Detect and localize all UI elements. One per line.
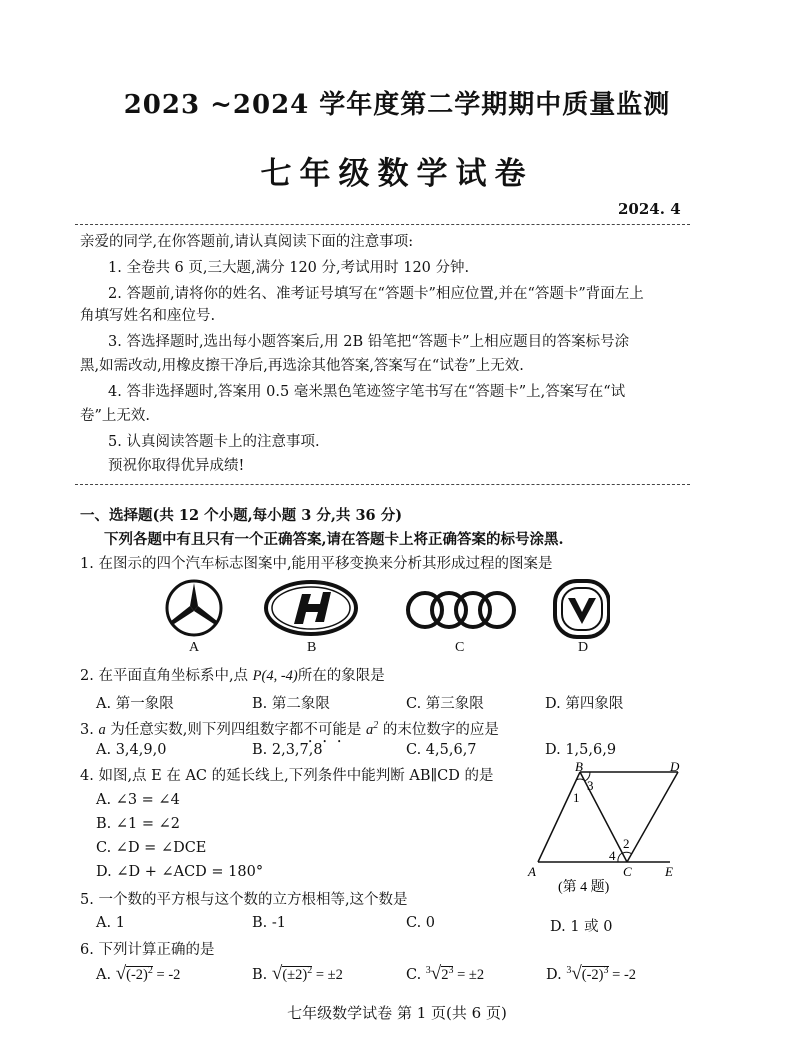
segment-dc — [627, 772, 678, 862]
q6-b-rhs: = ±2 — [312, 967, 343, 983]
q3-option-d: D. 1,5,6,9 — [545, 742, 617, 758]
q1-label-a: A — [189, 640, 200, 655]
q2-stem-a: 2. 在平面直角坐标系中,点 — [80, 668, 253, 684]
notice-item-2: 2. 答题前,请将你的姓名、准考证号填写在“答题卡”相应位置,并在“答题卡”背面左上 — [108, 286, 644, 302]
q6-c-radicand — [441, 966, 453, 983]
q5-option-a: A. 1 — [96, 915, 125, 931]
notice-item-3: 3. 答选择题时,选出每小题答案后,用 2B 铅笔把“答题卡”上相应题目的答案标号涂 — [108, 334, 630, 350]
point-label-c: C — [623, 864, 632, 879]
q3-var-2: a — [366, 721, 374, 738]
q2-point: P(4, -4) — [252, 668, 298, 684]
notice-item-2-cont: 角填写姓名和座位号. — [80, 308, 216, 324]
q1-logos — [160, 578, 610, 648]
q6-c-index: 3 — [425, 965, 431, 977]
q6-d-index: 3 — [566, 965, 572, 977]
q2-stem-b: 所在的象限是 — [297, 668, 385, 684]
exam-date: 2024. 4 — [618, 200, 681, 218]
q1-stem: 1. 在图示的四个汽车标志图案中,能用平移变换来分析其形成过程的图案是 — [80, 556, 553, 572]
q2-option-b: B. 第二象限 — [252, 696, 330, 712]
point-label-e: E — [665, 864, 673, 879]
section-instruction: 下列各题中有且只有一个正确答案,请在答题卡上将正确答案的标号涂黑. — [104, 531, 564, 548]
bottom-divider — [75, 484, 690, 485]
notice-item-4-cont: 卷”上无效. — [80, 408, 151, 424]
q6-c-radical-icon: √ — [430, 963, 442, 984]
q4-stem: 4. 如图,点 E 在 AC 的延长线上,下列条件中能判断 AB∥CD 的是 — [80, 768, 494, 784]
q4-option-c: C. ∠D = ∠DCE — [96, 840, 207, 856]
q6-d-letter: D. — [546, 967, 562, 983]
q6-b-radical-icon: √ — [271, 963, 283, 984]
q2-option-a: A. 第一象限 — [96, 696, 174, 712]
q6-b-letter: B. — [252, 967, 268, 983]
figure-caption: (第 4 题) — [558, 880, 610, 895]
q5-option-d: D. 1 或 0 — [550, 919, 613, 935]
q6-option-b — [252, 963, 343, 985]
q4-option-b: B. ∠1 = ∠2 — [96, 816, 180, 832]
logo-d-shield-icon — [555, 581, 609, 637]
q3-a-squared — [366, 722, 378, 738]
notice-item-4: 4. 答非选择题时,答案用 0.5 毫米黑色笔迹签字笔书写在“答题卡”上,答案写在“试 — [108, 384, 626, 400]
notice-greeting: 亲爱的同学,在你答题前,请认真阅读下面的注意事项: — [80, 234, 414, 250]
q6-a-radicand — [126, 966, 153, 983]
segment-ab — [538, 772, 580, 862]
q3-stem-b: 为任意实数,则下列四组数字都 — [105, 721, 304, 738]
q3-emphasis: 不可能 — [303, 721, 347, 738]
q3-stem-a: 3. — [80, 721, 99, 738]
q6-d-expr — [566, 963, 637, 984]
q6-option-c — [406, 963, 484, 985]
angle-arc-2 — [623, 852, 632, 854]
q6-d-exp: 3 — [603, 965, 609, 977]
q6-c-expr — [425, 963, 485, 984]
q6-c-exp: 3 — [448, 965, 454, 977]
logo-b-oval-icon — [266, 582, 356, 634]
q1-label-c: C — [455, 640, 465, 655]
q4-option-a: A. ∠3 = ∠4 — [96, 792, 180, 808]
q4-figure — [520, 760, 700, 898]
q3-option-a: A. 3,4,9,0 — [96, 742, 167, 758]
q6-a-letter: A. — [96, 967, 112, 983]
q6-option-a — [96, 963, 180, 985]
top-divider — [75, 224, 690, 225]
q4-option-d: D. ∠D + ∠ACD = 180° — [96, 864, 264, 880]
q3-option-b: B. 2,3,7,8 — [252, 742, 323, 758]
q1-label-d: D — [578, 640, 589, 655]
q3-option-c: C. 4,5,6,7 — [406, 742, 477, 758]
q6-c-letter: C. — [406, 967, 422, 983]
section-heading: 一、选择题(共 12 个小题,每小题 3 分,共 36 分) — [80, 507, 403, 524]
q6-d-rhs: = -2 — [608, 967, 637, 983]
angle-label-2: 2 — [623, 836, 630, 851]
notice-item-1: 1. 全卷共 6 页,三大题,满分 120 分,考试用时 120 分钟. — [108, 260, 470, 276]
point-label-b: B — [575, 760, 583, 774]
q1-label-b: B — [307, 640, 317, 655]
angle-label-4: 4 — [609, 848, 616, 863]
q6-b-exp: 2 — [307, 965, 313, 977]
angle-arc-1 — [576, 779, 584, 780]
logo-c-rings-icon — [408, 593, 514, 627]
q2-option-c: C. 第三象限 — [406, 696, 484, 712]
notice-item-3-cont: 黑,如需改动,用橡皮擦干净后,再选涂其他答案,答案写在“试卷”上无效. — [80, 358, 524, 374]
q3-stem-c: 是 — [346, 721, 367, 738]
q6-c-inner: 2 — [441, 967, 449, 983]
q5-option-c: C. 0 — [406, 915, 436, 931]
q2-stem — [80, 666, 385, 686]
q3-exponent: 2 — [373, 720, 379, 731]
q6-a-inner: (-2) — [126, 967, 148, 983]
q6-a-expr — [115, 963, 181, 984]
exam-title: 2023 ~2024 学年度第二学期期中质量监测 — [123, 90, 671, 120]
q6-d-radical-icon: √ — [571, 963, 582, 984]
angle-arc-4 — [618, 853, 622, 862]
page-footer: 七年级数学试卷 第 1 页(共 6 页) — [287, 1004, 507, 1022]
q6-c-rhs: = ±2 — [453, 967, 485, 983]
q6-b-expr — [271, 963, 343, 984]
q6-a-rhs: = -2 — [152, 967, 181, 983]
q6-option-d — [546, 963, 636, 985]
q2-option-d: D. 第四象限 — [545, 696, 624, 712]
notice-wish: 预祝你取得优异成绩! — [108, 458, 245, 474]
angle-label-3: 3 — [587, 778, 594, 793]
q6-a-exp: 2 — [147, 965, 153, 977]
q6-d-inner: (-2) — [581, 967, 604, 983]
point-label-a: A — [528, 864, 536, 879]
point-label-d: D — [670, 760, 680, 774]
q6-stem: 6. 下列计算正确的是 — [80, 942, 215, 958]
q3-var: a — [98, 721, 106, 738]
q6-b-inner: (±2) — [282, 967, 308, 983]
q6-d-radicand — [582, 966, 609, 983]
angle-label-1: 1 — [573, 790, 580, 805]
notice-item-5: 5. 认真阅读答题卡上的注意事项. — [108, 434, 320, 450]
q6-a-radical-icon: √ — [115, 963, 127, 984]
exam-subtitle: 七年级数学试卷 — [260, 156, 534, 192]
logo-a-star-icon — [167, 581, 221, 635]
q5-stem: 5. 一个数的平方根与这个数的立方根相等,这个数是 — [80, 892, 408, 908]
q6-b-radicand — [282, 966, 312, 983]
q3-stem-d: 的末位数字的应是 — [378, 721, 499, 738]
q5-option-b: B. -1 — [252, 915, 286, 931]
